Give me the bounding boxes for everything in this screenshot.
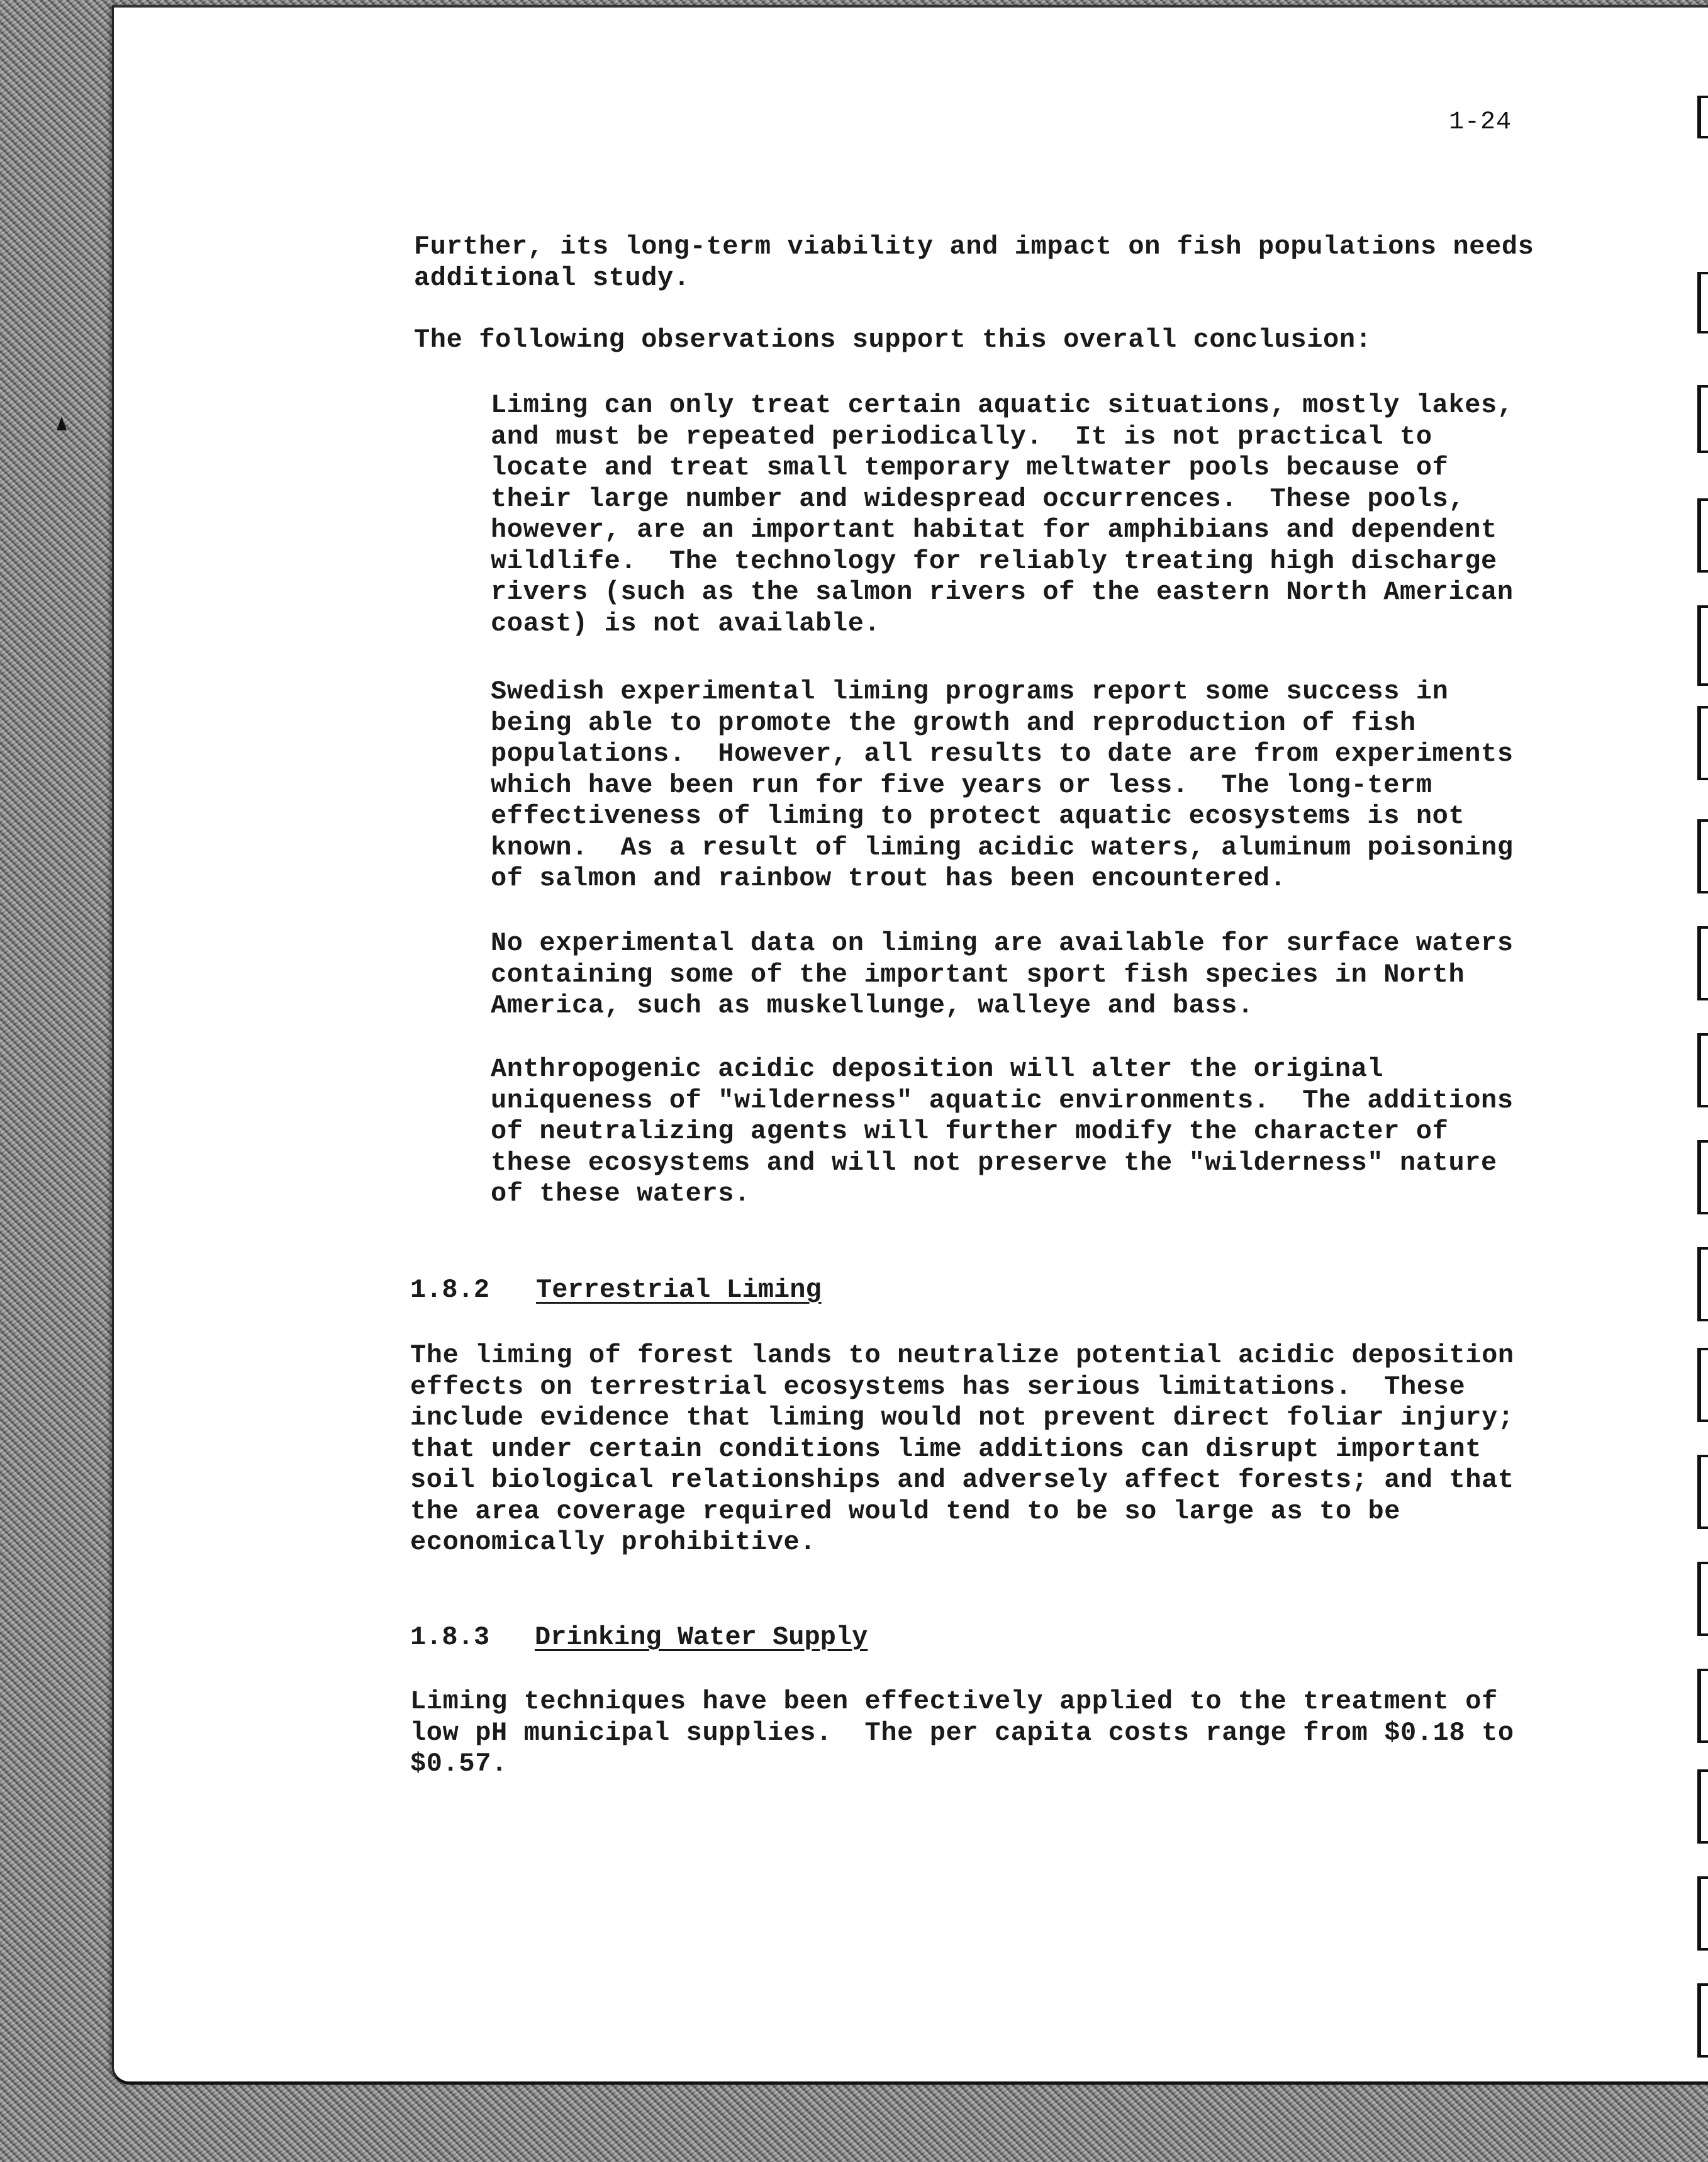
binder-mark: [1697, 272, 1708, 333]
binder-mark: [1697, 1669, 1708, 1743]
section-body: The liming of forest lands to neutralize potential acidic deposition effects on terrestrial ecosystems has serious limitations. These include evidence that liming would not prevent direct foliar injury; that under certain conditions lime additions can disrupt important soil biological relationships and adversely affect forests; and that the area coverage required would tend to be so large as to be economically prohibitive.: [410, 1340, 1514, 1557]
binder-mark: [1697, 498, 1708, 573]
binder-mark: [1697, 1033, 1708, 1107]
section-number: 1.8.2: [410, 1275, 490, 1305]
section-title: Terrestrial Liming: [536, 1275, 822, 1305]
binder-mark: [1697, 1455, 1708, 1529]
section-title: Drinking Water Supply: [535, 1622, 868, 1652]
observation-paragraph: Swedish experimental liming programs report some success in being able to promote the growth and reproduction of fish populations. However, all results to date are from experiments which have been run for five years or less. The long-term effectiveness of liming to protect aquatic ecosystems is not known. As a result of liming acidic waters, aluminum poisoning of salmon and rainbow trout has been encountered.: [491, 676, 1514, 893]
binder-mark: [1697, 1562, 1708, 1636]
binder-mark: [1697, 1247, 1708, 1321]
binder-mark: [1697, 819, 1708, 893]
binder-mark: [1697, 1769, 1708, 1844]
observation-paragraph: No experimental data on liming are available for surface waters containing some of the important sport fish species in North America, such as muskellunge, walleye and bass.: [491, 928, 1514, 1021]
binder-mark: [1697, 1348, 1708, 1422]
binder-mark: [1697, 605, 1708, 686]
binder-mark: [1697, 385, 1708, 453]
binder-mark: [1697, 1983, 1708, 2058]
lead-sentence: The following observations support this overall conclusion:: [414, 325, 1372, 355]
binder-mark: [1697, 926, 1708, 1000]
section-number: 1.8.3: [410, 1622, 490, 1652]
observation-paragraph: Liming can only treat certain aquatic situations, mostly lakes, and must be repeated periodically. It is not practical to locate and treat small temporary meltwater pools because of their large number and widespread occurrences. These pools, however, are an important habitat for amphibians and dependent wildlife. The technology for reliably treating high discharge rivers (such as the salmon rivers of the eastern North American coast) is not available.: [491, 390, 1514, 639]
observation-paragraph: Anthropogenic acidic deposition will alter the original uniqueness of "wilderness" aquatic environments. The additions of neutralizing agents will further modify the character of these ecosystems and will not preserve the "wilderness" nature of these waters.: [491, 1054, 1514, 1209]
page-number: 1-24: [1449, 108, 1512, 137]
section-body: Liming techniques have been effectively applied to the treatment of low pH municipal supplies. The per capita costs range from $0.18 to $0.57.: [410, 1686, 1514, 1779]
binder-mark: [1697, 706, 1708, 780]
binder-mark: [1697, 96, 1708, 138]
binder-mark: [1697, 1876, 1708, 1951]
intro-paragraph: Further, its long-term viability and impact on fish populations needs additional study.: [414, 232, 1534, 293]
binder-mark: [1697, 1140, 1708, 1214]
